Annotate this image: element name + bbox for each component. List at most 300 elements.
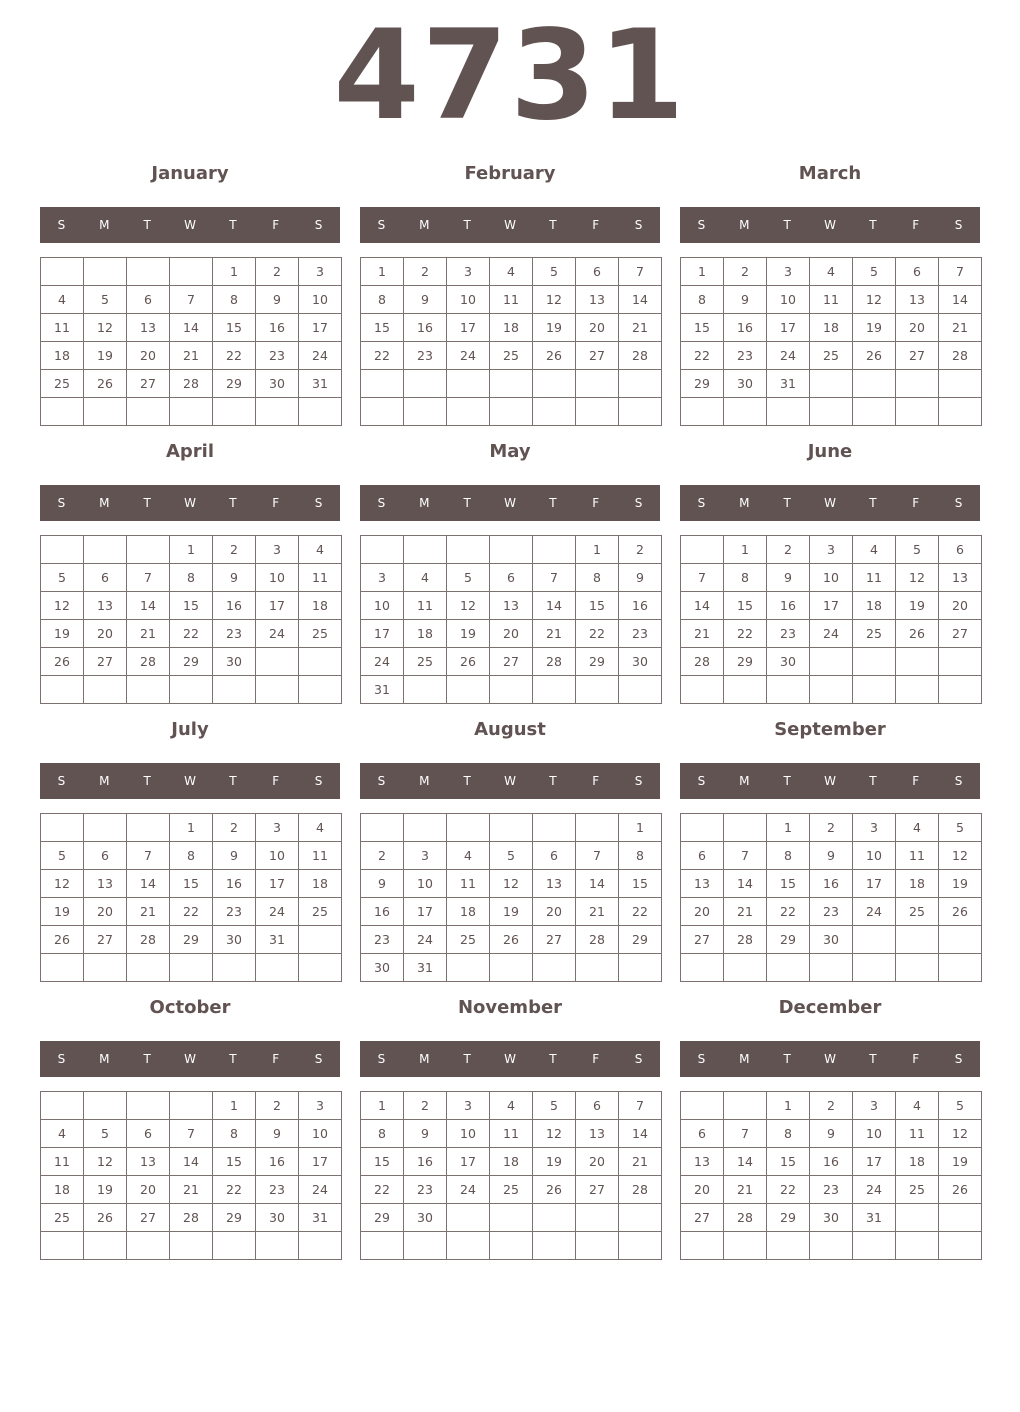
week-row [361, 370, 662, 398]
day-cell: 9 [810, 1120, 853, 1148]
day-cell: 17 [404, 898, 447, 926]
day-cell: 23 [256, 342, 299, 370]
empty-day-cell [681, 814, 724, 842]
day-cell: 1 [681, 258, 724, 286]
day-cell: 20 [84, 898, 127, 926]
day-cell: 18 [853, 592, 896, 620]
day-cell: 1 [767, 1092, 810, 1120]
day-cell: 5 [41, 564, 84, 592]
day-cell: 31 [256, 926, 299, 954]
month-name: October [149, 997, 231, 1018]
week-row [681, 1092, 982, 1120]
empty-day-cell [299, 926, 342, 954]
day-cell: 1 [361, 1092, 404, 1120]
week-row [41, 258, 342, 286]
empty-day-cell [810, 398, 853, 426]
day-cell: 29 [213, 370, 256, 398]
day-cell: 6 [127, 1120, 170, 1148]
day-cell: 2 [810, 1092, 853, 1120]
day-cell: 3 [810, 536, 853, 564]
weekday-label: M [739, 774, 750, 788]
day-cell: 20 [939, 592, 982, 620]
day-cell: 5 [84, 1120, 127, 1148]
day-cell: 11 [299, 842, 342, 870]
day-cell: 8 [767, 1120, 810, 1148]
day-cell: 20 [681, 898, 724, 926]
empty-day-cell [170, 1232, 213, 1260]
day-cell: 9 [213, 564, 256, 592]
day-cell: 6 [533, 842, 576, 870]
empty-day-cell [41, 1232, 84, 1260]
empty-day-cell [256, 954, 299, 982]
weekday-label: S [634, 774, 643, 788]
empty-day-cell [767, 676, 810, 704]
empty-day-cell [256, 1232, 299, 1260]
day-cell: 8 [361, 1120, 404, 1148]
day-cell: 10 [853, 842, 896, 870]
empty-day-cell [84, 1092, 127, 1120]
day-cell: 16 [404, 314, 447, 342]
day-cell: 11 [299, 564, 342, 592]
month-name: December [778, 997, 882, 1018]
weekday-label: S [634, 496, 643, 510]
weekday-label: T [783, 218, 791, 232]
day-cell: 12 [939, 842, 982, 870]
empty-day-cell [767, 1232, 810, 1260]
weekday-label: T [229, 496, 237, 510]
day-cell: 13 [84, 870, 127, 898]
empty-day-cell [127, 1092, 170, 1120]
weekday-label: T [549, 1052, 557, 1066]
day-cell: 29 [767, 926, 810, 954]
empty-day-cell [256, 676, 299, 704]
day-cell: 26 [853, 342, 896, 370]
empty-day-cell [404, 1232, 447, 1260]
day-cell: 27 [127, 1204, 170, 1232]
day-cell: 16 [256, 1148, 299, 1176]
day-cell: 25 [490, 1176, 533, 1204]
day-cell: 13 [896, 286, 939, 314]
empty-day-cell [299, 648, 342, 676]
week-row [361, 286, 662, 314]
empty-day-cell [490, 676, 533, 704]
week-row [41, 1204, 342, 1232]
day-cell: 1 [213, 1092, 256, 1120]
empty-day-cell [939, 926, 982, 954]
day-cell: 27 [533, 926, 576, 954]
day-cell: 23 [810, 898, 853, 926]
week-row [681, 1176, 982, 1204]
empty-day-cell [533, 1232, 576, 1260]
weekday-label: S [377, 1052, 386, 1066]
day-cell: 7 [127, 564, 170, 592]
weekday-header [680, 207, 980, 243]
day-cell: 22 [724, 620, 767, 648]
empty-day-cell [127, 258, 170, 286]
weekday-label: S [57, 218, 66, 232]
empty-day-cell [576, 676, 619, 704]
day-cell: 23 [404, 342, 447, 370]
empty-day-cell [810, 1232, 853, 1260]
week-row [41, 926, 342, 954]
week-row [41, 314, 342, 342]
day-cell: 4 [41, 286, 84, 314]
day-cell: 22 [681, 342, 724, 370]
day-cell: 20 [681, 1176, 724, 1204]
day-cell: 12 [533, 286, 576, 314]
day-cell: 16 [213, 592, 256, 620]
day-cell: 9 [767, 564, 810, 592]
week-row [361, 842, 662, 870]
empty-day-cell [170, 676, 213, 704]
day-cell: 26 [896, 620, 939, 648]
day-cell: 28 [619, 1176, 662, 1204]
day-cell: 13 [681, 870, 724, 898]
month-name: July [171, 719, 209, 740]
day-cell: 5 [490, 842, 533, 870]
empty-day-cell [896, 370, 939, 398]
day-cell: 19 [939, 1148, 982, 1176]
day-cell: 3 [447, 258, 490, 286]
day-cell: 29 [724, 648, 767, 676]
day-grid [360, 535, 662, 704]
week-row [681, 314, 982, 342]
week-row [41, 620, 342, 648]
day-cell: 23 [256, 1176, 299, 1204]
day-cell: 15 [767, 870, 810, 898]
empty-day-cell [724, 398, 767, 426]
day-cell: 4 [299, 536, 342, 564]
empty-day-cell [170, 954, 213, 982]
day-cell: 20 [896, 314, 939, 342]
day-cell: 26 [490, 926, 533, 954]
day-cell: 10 [256, 842, 299, 870]
day-cell: 17 [853, 1148, 896, 1176]
day-cell: 12 [41, 870, 84, 898]
empty-day-cell [896, 926, 939, 954]
day-cell: 27 [490, 648, 533, 676]
day-cell: 21 [127, 620, 170, 648]
week-row [681, 370, 982, 398]
day-cell: 11 [896, 842, 939, 870]
weekday-label: T [549, 496, 557, 510]
day-cell: 25 [853, 620, 896, 648]
weekday-label: T [549, 774, 557, 788]
weekday-label: M [99, 496, 110, 510]
day-cell: 1 [767, 814, 810, 842]
day-cell: 24 [404, 926, 447, 954]
weekday-label: M [419, 496, 430, 510]
day-cell: 18 [447, 898, 490, 926]
day-cell: 21 [619, 314, 662, 342]
weekday-header [40, 485, 340, 521]
day-cell: 10 [447, 1120, 490, 1148]
empty-day-cell [619, 398, 662, 426]
week-row [361, 1148, 662, 1176]
week-row [681, 286, 982, 314]
day-cell: 13 [490, 592, 533, 620]
day-cell: 1 [213, 258, 256, 286]
day-cell: 25 [490, 342, 533, 370]
week-row [361, 1120, 662, 1148]
day-cell: 14 [939, 286, 982, 314]
day-cell: 22 [619, 898, 662, 926]
day-cell: 19 [533, 1148, 576, 1176]
week-row [681, 342, 982, 370]
day-cell: 2 [619, 536, 662, 564]
week-row [361, 620, 662, 648]
weekday-label: S [954, 1052, 963, 1066]
day-cell: 25 [896, 898, 939, 926]
day-cell: 7 [619, 258, 662, 286]
day-cell: 25 [896, 1176, 939, 1204]
empty-day-cell [681, 676, 724, 704]
day-cell: 5 [84, 286, 127, 314]
weekday-header [360, 207, 660, 243]
weekday-label: W [504, 774, 516, 788]
day-cell: 22 [170, 898, 213, 926]
day-cell: 8 [213, 286, 256, 314]
day-cell: 27 [681, 1204, 724, 1232]
weekday-label: T [783, 1052, 791, 1066]
day-cell: 3 [447, 1092, 490, 1120]
weekday-label: W [504, 218, 516, 232]
day-cell: 9 [256, 1120, 299, 1148]
day-cell: 22 [767, 898, 810, 926]
week-row [681, 926, 982, 954]
day-cell: 16 [810, 870, 853, 898]
day-cell: 14 [170, 314, 213, 342]
day-cell: 16 [361, 898, 404, 926]
empty-day-cell [939, 954, 982, 982]
day-cell: 24 [361, 648, 404, 676]
empty-day-cell [853, 676, 896, 704]
week-row [41, 370, 342, 398]
day-cell: 26 [533, 1176, 576, 1204]
day-cell: 22 [361, 1176, 404, 1204]
day-cell: 24 [810, 620, 853, 648]
day-cell: 12 [939, 1120, 982, 1148]
empty-day-cell [299, 1232, 342, 1260]
day-cell: 16 [724, 314, 767, 342]
weekday-label: S [314, 218, 323, 232]
day-cell: 31 [299, 370, 342, 398]
weekday-header [40, 763, 340, 799]
day-grid [680, 1091, 982, 1260]
weekday-label: M [99, 774, 110, 788]
weekday-label: M [419, 1052, 430, 1066]
empty-day-cell [576, 398, 619, 426]
month-name: November [457, 997, 563, 1018]
day-cell: 14 [724, 870, 767, 898]
day-cell: 28 [127, 926, 170, 954]
weekday-header [40, 1041, 340, 1077]
day-cell: 18 [299, 870, 342, 898]
weekday-header [360, 763, 660, 799]
day-cell: 14 [619, 1120, 662, 1148]
week-row [41, 286, 342, 314]
weekday-label: S [634, 1052, 643, 1066]
week-row [681, 898, 982, 926]
week-row [681, 1204, 982, 1232]
day-cell: 3 [299, 1092, 342, 1120]
day-cell: 29 [170, 926, 213, 954]
week-row [361, 314, 662, 342]
day-cell: 27 [576, 1176, 619, 1204]
empty-day-cell [213, 1232, 256, 1260]
day-cell: 19 [490, 898, 533, 926]
weekday-label: S [954, 496, 963, 510]
weekday-label: T [463, 496, 471, 510]
empty-day-cell [41, 398, 84, 426]
weekday-label: W [824, 774, 836, 788]
day-grid [360, 813, 662, 982]
day-cell: 11 [896, 1120, 939, 1148]
day-cell: 7 [681, 564, 724, 592]
day-cell: 28 [939, 342, 982, 370]
empty-day-cell [213, 676, 256, 704]
week-row [361, 926, 662, 954]
week-row [361, 1204, 662, 1232]
empty-day-cell [447, 1232, 490, 1260]
day-cell: 30 [256, 370, 299, 398]
day-cell: 15 [170, 870, 213, 898]
weekday-header [360, 485, 660, 521]
empty-day-cell [127, 676, 170, 704]
empty-day-cell [533, 814, 576, 842]
empty-day-cell [361, 814, 404, 842]
week-row [361, 1092, 662, 1120]
day-cell: 26 [447, 648, 490, 676]
day-cell: 6 [681, 1120, 724, 1148]
day-cell: 19 [533, 314, 576, 342]
day-cell: 25 [299, 620, 342, 648]
day-cell: 2 [404, 258, 447, 286]
day-cell: 4 [299, 814, 342, 842]
day-cell: 11 [404, 592, 447, 620]
day-cell: 12 [896, 564, 939, 592]
empty-day-cell [490, 1232, 533, 1260]
empty-day-cell [84, 814, 127, 842]
empty-day-cell [896, 1204, 939, 1232]
day-cell: 18 [490, 1148, 533, 1176]
weekday-label: T [229, 218, 237, 232]
day-cell: 6 [576, 1092, 619, 1120]
week-row [41, 398, 342, 426]
day-cell: 18 [896, 1148, 939, 1176]
empty-day-cell [127, 814, 170, 842]
weekday-label: S [954, 774, 963, 788]
day-cell: 5 [41, 842, 84, 870]
day-cell: 13 [127, 1148, 170, 1176]
empty-day-cell [84, 676, 127, 704]
day-cell: 21 [576, 898, 619, 926]
day-cell: 2 [404, 1092, 447, 1120]
empty-day-cell [853, 648, 896, 676]
weekday-label: M [99, 1052, 110, 1066]
day-cell: 26 [41, 926, 84, 954]
weekday-label: S [314, 1052, 323, 1066]
week-row [41, 870, 342, 898]
empty-day-cell [404, 370, 447, 398]
weekday-label: S [377, 496, 386, 510]
day-cell: 15 [361, 314, 404, 342]
day-cell: 9 [361, 870, 404, 898]
empty-day-cell [299, 954, 342, 982]
day-cell: 4 [896, 814, 939, 842]
day-cell: 19 [41, 620, 84, 648]
day-cell: 31 [361, 676, 404, 704]
empty-day-cell [619, 1204, 662, 1232]
day-cell: 9 [404, 1120, 447, 1148]
day-cell: 24 [767, 342, 810, 370]
weekday-header [40, 207, 340, 243]
weekday-label: F [592, 774, 600, 788]
day-cell: 23 [361, 926, 404, 954]
empty-day-cell [127, 398, 170, 426]
day-cell: 15 [361, 1148, 404, 1176]
empty-day-cell [767, 954, 810, 982]
day-cell: 16 [619, 592, 662, 620]
empty-day-cell [84, 258, 127, 286]
empty-day-cell [896, 648, 939, 676]
day-cell: 2 [213, 536, 256, 564]
day-cell: 22 [767, 1176, 810, 1204]
empty-day-cell [361, 1232, 404, 1260]
empty-day-cell [213, 954, 256, 982]
day-cell: 26 [533, 342, 576, 370]
day-cell: 14 [127, 870, 170, 898]
day-cell: 23 [404, 1176, 447, 1204]
week-row [41, 1176, 342, 1204]
day-cell: 28 [170, 370, 213, 398]
day-cell: 30 [213, 648, 256, 676]
week-row [361, 954, 662, 982]
empty-day-cell [404, 536, 447, 564]
weekday-label: W [504, 496, 516, 510]
weekday-label: F [912, 218, 920, 232]
day-cell: 9 [256, 286, 299, 314]
weekday-label: M [739, 1052, 750, 1066]
day-cell: 1 [170, 814, 213, 842]
day-cell: 7 [533, 564, 576, 592]
empty-day-cell [896, 954, 939, 982]
month-name: June [807, 441, 853, 462]
day-cell: 28 [533, 648, 576, 676]
day-cell: 2 [361, 842, 404, 870]
day-cell: 12 [533, 1120, 576, 1148]
day-cell: 15 [170, 592, 213, 620]
empty-day-cell [84, 954, 127, 982]
day-cell: 27 [681, 926, 724, 954]
week-row [41, 676, 342, 704]
weekday-label: W [184, 774, 196, 788]
empty-day-cell [681, 954, 724, 982]
day-grid [680, 257, 982, 426]
empty-day-cell [853, 926, 896, 954]
day-cell: 8 [681, 286, 724, 314]
empty-day-cell [576, 1232, 619, 1260]
weekday-label: T [869, 218, 877, 232]
empty-day-cell [681, 1092, 724, 1120]
month-name: August [474, 719, 546, 740]
day-cell: 27 [84, 926, 127, 954]
day-cell: 5 [939, 1092, 982, 1120]
week-row [681, 1148, 982, 1176]
day-cell: 3 [853, 1092, 896, 1120]
day-cell: 17 [256, 592, 299, 620]
day-cell: 13 [127, 314, 170, 342]
